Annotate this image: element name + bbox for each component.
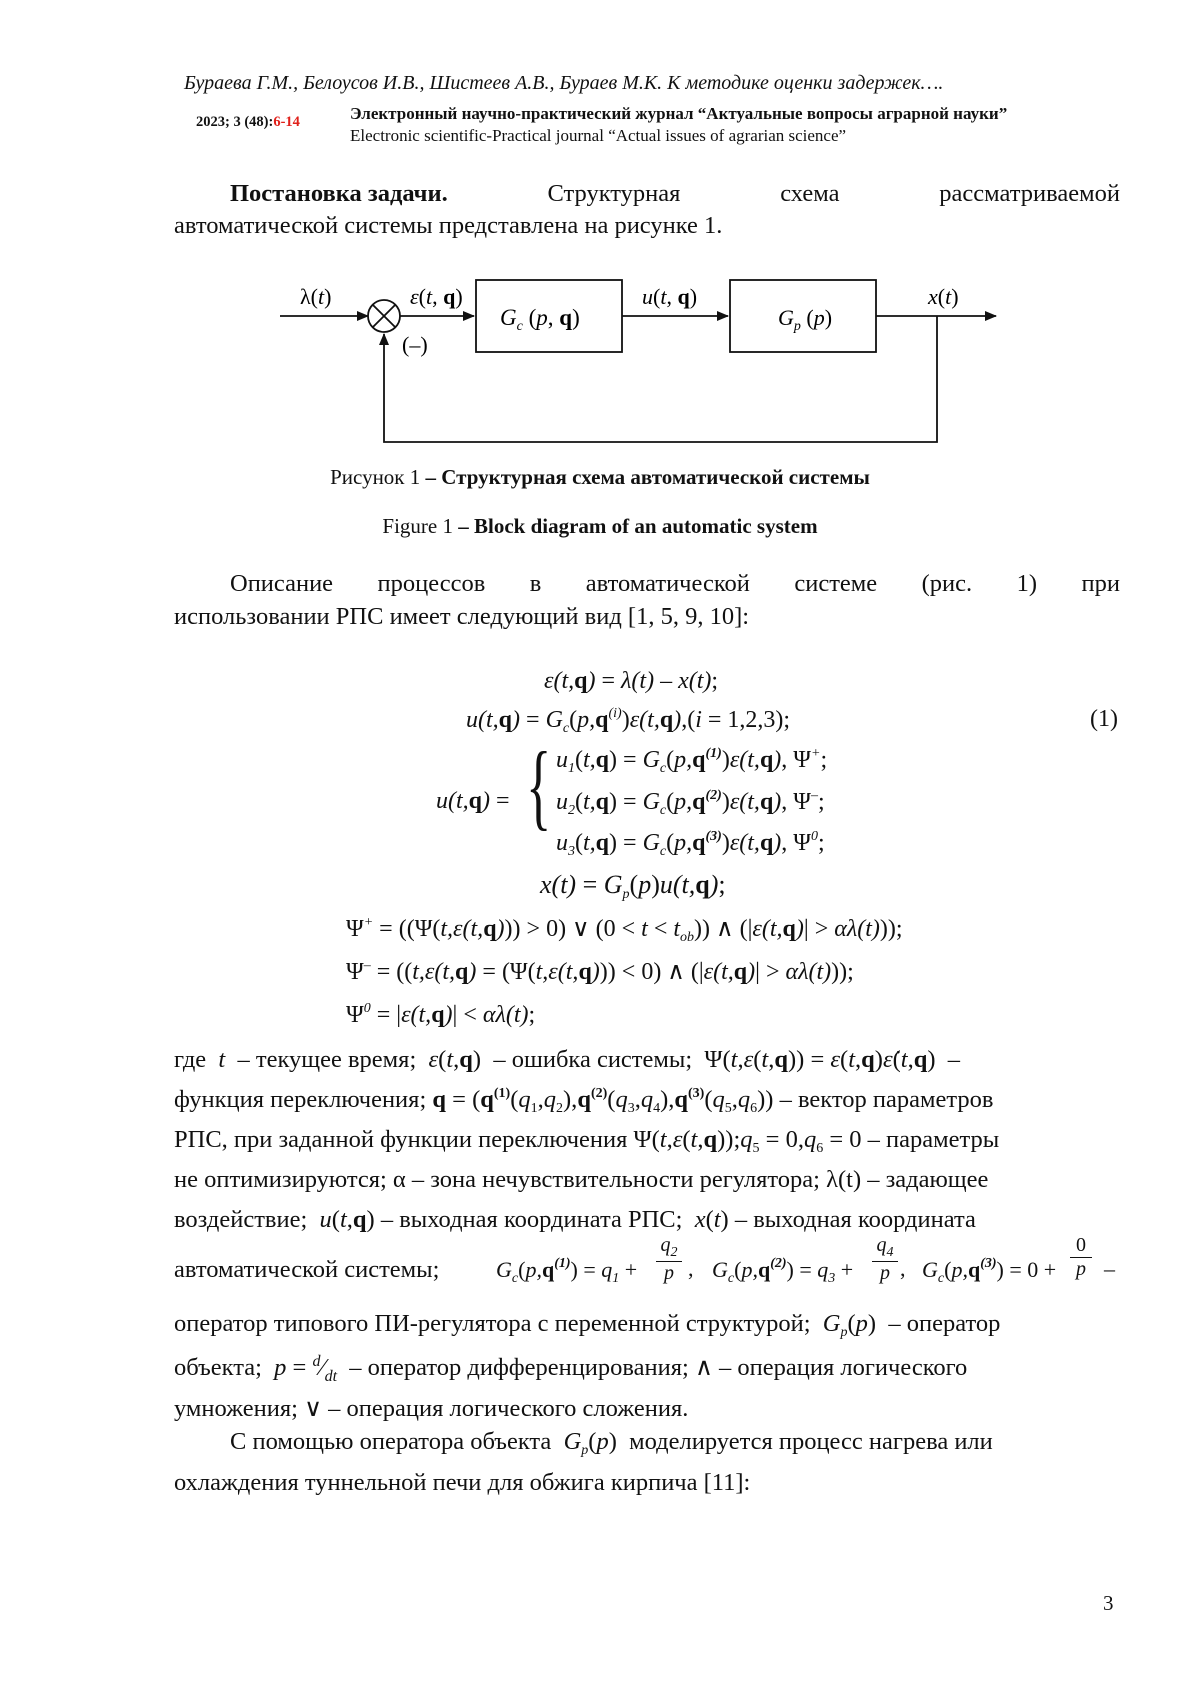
where-line-1: где t – текущее время; ε(t,q) – ошибка системы; Ψ(t,ε(t,q)) = ε(t,q)ε̇(t,q) – (174, 1046, 961, 1073)
operator-gc2: $G_c(p,q^{(2)}) = q_3$ + (712, 1256, 854, 1286)
equation-branch-1: $u_1(t,q) = G_c(p,q^{(1)})\varepsilon(t,q)$, Ψ+; (556, 746, 828, 776)
description-line-1: Описание процессов в автоматической системе (рис. 1) при (230, 570, 1120, 597)
journal-title-en: Electronic scientific-Practical journal “Actual issues of agrarian science” (350, 126, 847, 145)
where-line-9: умножения; ∨ – операция логического сложения. (174, 1395, 689, 1422)
equation-control-general: $u(t,q) = G_c(p,q^{(i)})\varepsilon(t,q),(i = 1,2,3)$; (466, 706, 791, 736)
final-line-2: охлаждения туннельной печи для обжига кирпича [11]: (174, 1469, 751, 1496)
plant-label: $G_p$ (p) (778, 305, 833, 334)
error-label: ε(t, q) (410, 284, 463, 309)
where-line-6: автоматической системы; (174, 1256, 440, 1283)
where-line-8: объекта; $p = ^d⁄_{dt}$ – оператор дифференцирования; ∧ – операция логического (174, 1352, 968, 1385)
issue-volume: 2023; 3 (48): (196, 114, 274, 130)
equation-error: ε(t,q) = λ(t) – x(t); (544, 668, 719, 694)
fraction-zero-over-p: 0 p (1070, 1234, 1092, 1281)
figure-caption-ru: Рисунок 1 – Структурная схема автоматической системы (330, 465, 870, 489)
operator-gc1: $G_c(p,q^{(1)}) = q_1$ + (496, 1256, 638, 1286)
input-label: λ(t) (300, 284, 332, 309)
equation-branch-2: $u_2(t,q) = G_c(p,q^{(2)})\varepsilon(t,q)$, Ψ–; (556, 788, 825, 818)
journal-title-ru: Электронный научно-практический журнал “Актуальные вопросы аграрной науки” (350, 104, 1008, 123)
where-line-7: оператор типового ПИ-регулятора с переменной структурой; $G_p(p)$ – оператор (174, 1310, 1001, 1340)
equation-control-switch-lhs: u(t,q) = (436, 788, 510, 814)
controller-label: $G_c$ (p, q) (500, 305, 580, 334)
equation-branch-3: $u_3(t,q) = G_c(p,q^{(3)})\varepsilon(t,q)$, $\Psi^0$; (556, 829, 825, 859)
summing-junction-icon (368, 300, 400, 332)
where-line-4: не оптимизируются; α – зона нечувствительности регулятора; λ(t) – задающее (174, 1166, 989, 1193)
equation-psi-zero: $\Psi^0 = |\varepsilon(t,q)| < \alpha\lambda(t)$; (346, 1001, 536, 1028)
dash: – (1104, 1256, 1115, 1281)
equation-plant: $x(t) = G_p(p)u(t,q)$; (540, 870, 726, 902)
description-line-2: использовании РПС имеет следующий вид [1, 5, 9, 10]: (174, 603, 750, 630)
intro-line-1: Постановка задачи. Структурная схема рассматриваемой (230, 180, 1120, 207)
issue-info (196, 114, 300, 131)
figure-caption-en: Figure 1 – Block diagram of an automatic system (382, 514, 818, 538)
where-line-2: функция переключения; $q = (q^{(1)}(q_1,q_2),q^{(2)}(q_3,q_4),q^{(3)}(q_5,q_6))$ – вектор параметров (174, 1086, 994, 1116)
operator-gc3: $G_c(p,q^{(3)}) = 0$ + (922, 1256, 1057, 1286)
equation-number: (1) (1090, 706, 1118, 732)
brace-icon: { (526, 732, 552, 839)
intro-line-2: автоматической системы представлена на рисунке 1. (174, 212, 723, 239)
output-label: x(t) (928, 284, 959, 309)
where-line-5: воздействие; u(t,q) – выходная координата РПС; x(t) – выходная координата (174, 1206, 976, 1233)
final-line-1: С помощью оператора объекта $G_p(p)$ моделируется процесс нагрева или (230, 1428, 993, 1458)
where-line-3: РПС, при заданной функции переключения $\Psi(t,\varepsilon(t,q));q_5 = 0,q_6 = 0$ – параметры (174, 1126, 1000, 1156)
running-header-authors: Бураева Г.М., Белоусов И.В., Шистеев А.В., Бураев М.К. К методике оценки задержек…. (184, 72, 944, 94)
separator-comma: , (688, 1256, 694, 1281)
equation-psi-minus: Ψ– = ((t,ε(t,q) = (Ψ(t,ε(t,q))) < 0) ∧ (|ε(t,q)| > αλ(t))); (346, 958, 854, 985)
section-heading: Постановка задачи. (230, 180, 448, 207)
page-number: 3 (1103, 1591, 1114, 1615)
issue-pages: 6-14 (273, 114, 300, 130)
block-diagram (0, 270, 1200, 450)
equation-psi-plus: Ψ+ = ((Ψ(t,ε(t,q))) > 0) ∨ $(0 < t < t_{ob})$) ∧ (|ε(t,q)| > αλ(t))); (346, 915, 903, 945)
fraction-q2-over-p: $q_2$ p (656, 1234, 682, 1285)
minus-label: (–) (402, 332, 428, 357)
control-label: u(t, q) (642, 284, 698, 309)
separator-comma: , (900, 1256, 906, 1281)
fraction-q4-over-p: $q_4$ p (872, 1234, 898, 1285)
